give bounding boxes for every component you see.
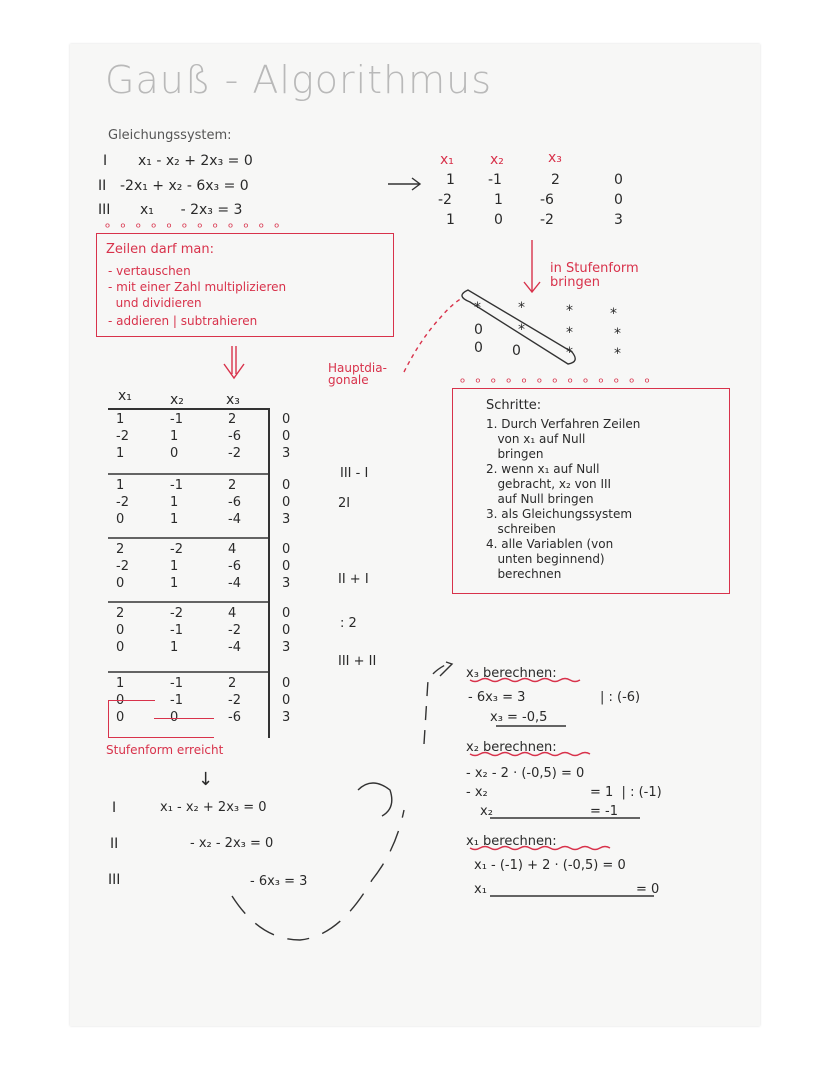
block-2-c1-1: 1	[116, 478, 125, 493]
block-2-c1-3: 0	[116, 512, 125, 527]
x3-arrow-head	[440, 662, 452, 676]
block-5-c1-2: 0	[116, 693, 125, 708]
block-5-c3-2: -2	[228, 693, 241, 708]
double-arrow-head	[224, 364, 244, 378]
block-2-c2-3: 1	[170, 512, 179, 527]
system-eq-3: x₁ - 2x₃ = 3	[140, 202, 243, 218]
zero-3-1: 0	[474, 340, 483, 356]
block-5-c3-3: -6	[228, 710, 241, 725]
stufenform-reached: Stufenform erreicht	[106, 743, 224, 757]
system-eq-2: -2x₁ + x₂ - 6x₃ = 0	[120, 178, 249, 194]
block-3-rhs-2: 0	[282, 559, 291, 574]
system-eq-1: x₁ - x₂ + 2x₃ = 0	[138, 153, 253, 169]
top-c2-2: 1	[494, 192, 503, 208]
top-header-x1: x₁	[440, 152, 454, 168]
diagonal-ellipse	[462, 290, 575, 364]
steps-heading: Schritte:	[486, 398, 542, 413]
top-c3-2: -6	[540, 192, 554, 208]
curved-connector-loop	[358, 783, 392, 816]
step-line-5: gebracht, x₂ von III	[486, 477, 612, 491]
block-1-c2-1: -1	[170, 412, 183, 427]
block-1-c2-2: 1	[170, 429, 179, 444]
top-c1-1: 1	[446, 172, 455, 188]
x2-wavy-underline	[470, 753, 590, 756]
block-4-c2-2: -1	[170, 623, 183, 638]
final-eq-2: - x₂ - 2x₃ = 0	[190, 836, 274, 851]
block-3-c3-1: 4	[228, 542, 237, 557]
step-line-8: schreiben	[486, 522, 556, 536]
top-c1-3: 1	[446, 212, 455, 228]
block-2-c3-2: -6	[228, 495, 241, 510]
block-1-rhs-2: 0	[282, 429, 291, 444]
block-2-operation: 2I	[338, 496, 351, 511]
rules-heading: Zeilen darf man:	[106, 242, 215, 257]
block-5-operation: III + II	[338, 654, 377, 669]
x3-line-2: x₃ = -0,5	[490, 710, 548, 725]
block-4-c1-2: 0	[116, 623, 125, 638]
step-line-6: auf Null bringen	[486, 492, 594, 506]
x2-line-1: - x₂ - 2 · (-0,5) = 0	[466, 766, 585, 781]
top-rhs-2: 0	[614, 192, 623, 208]
star-3-3: *	[566, 345, 573, 361]
system-roman-3: III	[98, 202, 111, 218]
system-roman-1: I	[103, 153, 108, 169]
rings-rules: ᵒᵒᵒᵒᵒᵒᵒᵒᵒᵒᵒᵒ	[105, 221, 290, 236]
block-4-c2-1: -2	[170, 606, 183, 621]
star-2-2: *	[518, 322, 525, 338]
block-2-c3-3: -4	[228, 512, 241, 527]
block-5-rhs-3: 3	[282, 710, 291, 725]
page-title: Gauß - Algorithmus	[105, 58, 493, 102]
block-4-operation: : 2	[340, 616, 357, 631]
x2-heading: x₂ berechnen:	[466, 740, 557, 755]
final-roman-1: I	[112, 800, 117, 816]
system-roman-2: II	[98, 178, 107, 194]
step-line-7: 3. als Gleichungssystem	[486, 507, 633, 521]
rules-item-1: - vertauschen	[108, 264, 191, 278]
rules-item-3: und dividieren	[108, 296, 202, 310]
star-1-3: *	[566, 303, 573, 319]
block-2-c2-1: -1	[170, 478, 183, 493]
final-eq-1: x₁ - x₂ + 2x₃ = 0	[160, 800, 267, 815]
top-rhs-3: 3	[614, 212, 623, 228]
curved-connector-top	[424, 662, 452, 744]
step-line-10: unten beginnend)	[486, 552, 605, 566]
top-rhs-1: 0	[614, 172, 623, 188]
x2-line-3: x₂	[480, 804, 493, 819]
block-2-c2-2: 1	[170, 495, 179, 510]
block-4-rhs-1: 0	[282, 606, 291, 621]
zero-3-2: 0	[512, 343, 521, 359]
block-3-c3-2: -6	[228, 559, 241, 574]
hauptdiagonale-label: Hauptdia- gonale	[328, 361, 387, 387]
hauptdiagonale-pointer	[404, 298, 462, 372]
final-eq-3: - 6x₃ = 3	[250, 874, 308, 889]
block-1-c2-3: 0	[170, 446, 179, 461]
main-header-x3: x₃	[226, 392, 240, 408]
x3-heading: x₃ berechnen:	[466, 666, 557, 681]
top-c3-1: 2	[551, 172, 560, 188]
step-line-3: bringen	[486, 447, 544, 461]
step-line-4: 2. wenn x₁ auf Null	[486, 462, 600, 476]
rules-item-2: - mit einer Zahl multiplizieren	[108, 280, 287, 294]
star-1-1: *	[474, 300, 481, 316]
block-3-c1-2: -2	[116, 559, 129, 574]
block-2-rhs-2: 0	[282, 495, 291, 510]
block-3-c2-3: 1	[170, 576, 179, 591]
star-3-4: *	[614, 346, 621, 362]
block-5-c2-1: -1	[170, 676, 183, 691]
block-3-rhs-3: 3	[282, 576, 291, 591]
block-2-c1-2: -2	[116, 495, 129, 510]
top-header-x3: x₃	[548, 150, 562, 166]
star-2-3: *	[566, 325, 573, 341]
block-3-c2-1: -2	[170, 542, 183, 557]
block-1-rhs-3: 3	[282, 446, 291, 461]
block-1-rhs-1: 0	[282, 412, 291, 427]
x1-line-2: x₁	[474, 882, 487, 897]
stufenform-label: in Stufenform bringen	[550, 261, 639, 290]
rings-steps: ᵒᵒᵒᵒᵒᵒᵒᵒᵒᵒᵒᵒᵒ	[460, 376, 660, 391]
block-5-c3-1: 2	[228, 676, 237, 691]
block-1-c1-1: 1	[116, 412, 125, 427]
block-4-c1-1: 2	[116, 606, 125, 621]
system-label: Gleichungssystem:	[108, 128, 232, 143]
block-5-rhs-1: 0	[282, 676, 291, 691]
rules-item-4: - addieren | subtrahieren	[108, 314, 258, 328]
x1-wavy-underline	[470, 847, 610, 850]
block-1-c3-2: -6	[228, 429, 241, 444]
x3-line-1: - 6x₃ = 3	[468, 690, 526, 705]
block-4-c3-2: -2	[228, 623, 241, 638]
block-4-c3-1: 4	[228, 606, 237, 621]
top-c1-2: -2	[438, 192, 452, 208]
block-1-operation: III - I	[340, 466, 369, 481]
x2-right-2: = 1 | : (-1)	[590, 785, 662, 800]
block-4-rhs-3: 3	[282, 640, 291, 655]
block-3-rhs-1: 0	[282, 542, 291, 557]
step-line-9: 4. alle Variablen (von	[486, 537, 614, 551]
block-1-c3-1: 2	[228, 412, 237, 427]
block-4-c3-3: -4	[228, 640, 241, 655]
block-3-c3-3: -4	[228, 576, 241, 591]
final-roman-2: II	[110, 836, 119, 852]
block-5-rhs-2: 0	[282, 693, 291, 708]
main-header-x1: x₁	[118, 388, 132, 404]
block-4-c1-3: 0	[116, 640, 125, 655]
block-3-c1-1: 2	[116, 542, 125, 557]
star-1-2: *	[518, 300, 525, 316]
top-header-x2: x₂	[490, 152, 504, 168]
star-2-4: *	[614, 326, 621, 342]
block-2-rhs-1: 0	[282, 478, 291, 493]
block-1-c1-3: 1	[116, 446, 125, 461]
block-5-c2-2: -1	[170, 693, 183, 708]
top-c3-3: -2	[540, 212, 554, 228]
x3-wavy-underline	[470, 679, 580, 682]
x2-line-2: - x₂	[466, 785, 488, 800]
down-arrow-icon: ↓	[198, 769, 214, 790]
zero-2-1: 0	[474, 322, 483, 338]
block-3-operation: II + I	[338, 572, 369, 587]
star-1-4: *	[610, 306, 617, 322]
block-2-rhs-3: 3	[282, 512, 291, 527]
block-4-c2-3: 1	[170, 640, 179, 655]
block-5-c2-3: 0	[170, 710, 179, 725]
block-5-c1-3: 0	[116, 710, 125, 725]
step-line-11: berechnen	[486, 567, 562, 581]
main-header-x2: x₂	[170, 392, 184, 408]
step-line-1: 1. Durch Verfahren Zeilen	[486, 417, 641, 431]
x3-op: | : (-6)	[600, 690, 641, 705]
block-2-c3-1: 2	[228, 478, 237, 493]
block-1-c1-2: -2	[116, 429, 129, 444]
x1-line-1: x₁ - (-1) + 2 · (-0,5) = 0	[474, 858, 626, 873]
step-line-2: von x₁ auf Null	[486, 432, 586, 446]
top-c2-1: -1	[488, 172, 502, 188]
block-1-c3-3: -2	[228, 446, 241, 461]
x1-heading: x₁ berechnen:	[466, 834, 557, 849]
x1-right-2: = 0	[636, 882, 660, 897]
final-roman-3: III	[108, 872, 121, 888]
top-c2-3: 0	[494, 212, 503, 228]
x2-right-3: = -1	[590, 804, 618, 819]
block-5-c1-1: 1	[116, 676, 125, 691]
curved-connector-bottom	[232, 810, 404, 940]
block-3-c2-2: 1	[170, 559, 179, 574]
block-4-rhs-2: 0	[282, 623, 291, 638]
block-3-c1-3: 0	[116, 576, 125, 591]
